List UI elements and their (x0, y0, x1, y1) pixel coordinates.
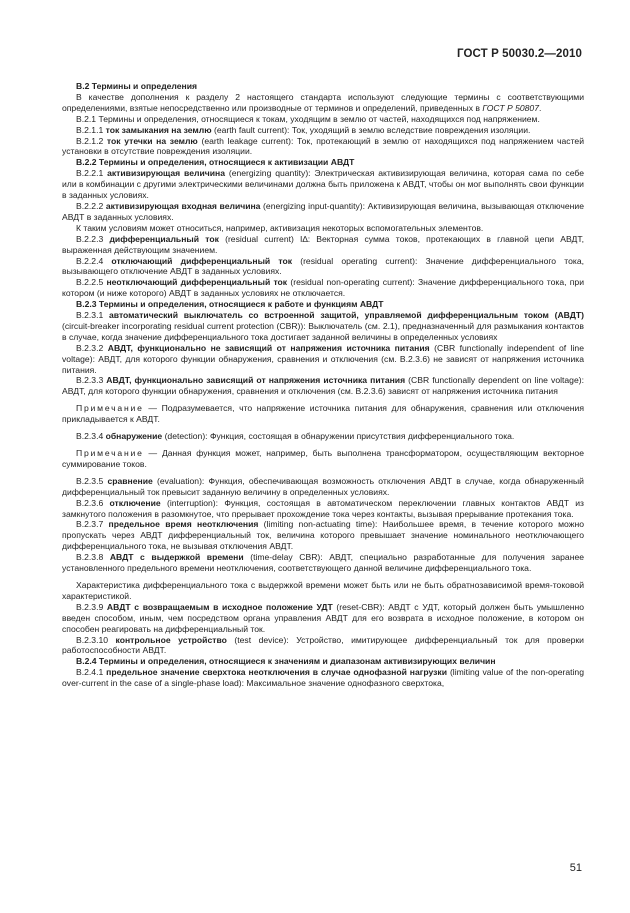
text-span: (earth fault current): Ток, уходящий в землю вследствие повреждения изоляции. (211, 124, 531, 135)
text-span: ГОСТ Р 50807 (482, 102, 539, 113)
body-paragraph (62, 114, 584, 125)
body-paragraph (62, 136, 584, 158)
text-span: (CBR functionally dependent on line voltage): АВДТ, для которого функции обнаружения, сравнения и отключения (см. B.2.3.6) зависят от напряжения источника питания (62, 375, 584, 397)
text-span: B.2.3.6 (76, 497, 110, 508)
body-paragraph (62, 256, 584, 278)
text-span: (energizing quantity): Электрическая активизирующая величина, которая сама по себе или в комбинации с другими электрическими величинами должна быть приложена к АВДТ, чтобы он мог выполнять свои функции в заданных условиях. (62, 168, 584, 201)
body-paragraph (62, 201, 584, 223)
body-paragraph (62, 667, 584, 689)
body-paragraph (62, 580, 584, 602)
text-span: B.2.1 Термины и определения, относящиеся к токам, уходящим в землю от частей, находящихся под напряжением. (76, 113, 540, 124)
note-label: Примечание (76, 448, 144, 458)
section-heading (62, 81, 584, 92)
body-paragraph (62, 234, 584, 256)
text-span: (residual current) I∆: Векторная сумма токов, протекающих в главной цепи АВДТ, выраженная действующим значением. (62, 233, 585, 255)
text-span: . (539, 102, 542, 113)
text-span: (circuit-breaker incorporating residual current protection (CBR)): Выключатель (см. 2.1), предназначенный для размыкания контактов в случае, когда значение дифференциального тока достигает заданной величины в определенных условиях (62, 320, 584, 342)
text-span: B.2.3.7 (76, 519, 109, 530)
text-span: B.2.3.3 (76, 375, 107, 386)
text-span: (limiting value of the non-operating over-current in the case of a single-phase load): Максимальное значение однофазного сверхтока, (62, 667, 584, 689)
text-span: (energizing input-quantity): Активизирующая величина, вызывающая отключение АВДТ в заданных условиях. (62, 200, 584, 222)
text-span: B.2.2.5 (76, 277, 107, 288)
document-body (62, 81, 584, 689)
text-span: — Данная функция может, например, быть выполнена трансформатором, осуществляющим векторное суммирование токов. (62, 448, 584, 469)
body-paragraph (62, 277, 584, 299)
text-span: B.2.3.1 (76, 310, 109, 321)
text-span: (earth leakage current): Ток, протекающий в землю от находящихся под напряжением частей установки в отсутствие повреждения изоляции. (62, 135, 585, 157)
term-text: B.2.2 Термины и определения, относящиеся к активизации АВДТ (76, 157, 355, 168)
text-span: B.2.1.2 (76, 135, 107, 146)
term-text: активизирующая входная величина (105, 200, 261, 211)
text-span: Характеристика дифференциального тока с выдержкой времени может быть или не быть обратнозависимой время-токовой характеристикой. (62, 579, 584, 601)
section-heading (62, 157, 584, 168)
text-span: (evaluation): Функция, обеспечивающая возможность отключения АВДТ в случае, когда обнаруженный дифференциальный ток превысит заданную величину в определенных условиях. (62, 475, 584, 497)
body-paragraph (62, 519, 584, 552)
text-span: B.2.3.5 (76, 475, 108, 486)
term-text: активизирующая величина (107, 168, 225, 179)
term-text: отключающий дифференциальный ток (111, 255, 293, 266)
term-text: B.2.4 Термины и определения, относящиеся к значениям и диапазонам активизирующих величин (76, 656, 496, 667)
term-text: АВДТ, функционально не зависящий от напряжения источника питания (107, 342, 430, 353)
text-span: B.2.3.9 (76, 601, 107, 612)
text-span: (residual operating current): Значение дифференциального тока, вызывающего отключение АВДТ в заданных условиях. (62, 255, 585, 277)
text-span: К таким условиям может относиться, например, активизация некоторых вспомогательных элементов. (76, 222, 484, 233)
term-text: неотключающий дифференциальный ток (106, 277, 288, 288)
text-span: (detection): Функция, состоящая в обнаружении присутствия дифференциального тока. (162, 431, 515, 442)
term-text: ток замыкания на землю (105, 124, 212, 135)
text-span: B.2.4.1 (76, 667, 107, 678)
document-header: ГОСТ Р 50030.2—2010 (457, 48, 582, 60)
note-paragraph (62, 403, 584, 425)
note-paragraph (62, 448, 584, 470)
term-text: отключение (109, 497, 161, 508)
body-paragraph (62, 343, 584, 376)
text-span: — Подразумевается, что напряжение источника питания для обнаружения, сравнения или отключения прикладывается к АВДТ. (62, 403, 584, 425)
term-text: сравнение (107, 475, 153, 486)
term-text: предельное время неотключения (108, 519, 259, 530)
body-paragraph (62, 125, 584, 136)
body-paragraph (62, 375, 584, 397)
term-text: B.2.3 Термины и определения, относящиеся к работе и функциям АВДТ (76, 299, 384, 310)
text-span: (test device): Устройство, имитирующее дифференциальный ток для проверки работоспособности АВДТ. (62, 634, 584, 656)
text-span: (time-delay CBR): АВДТ, специально разработанные для получения заранее установленного предельного времени неотключения, соответствующего данной величине дифференциального тока. (62, 552, 584, 574)
text-span: B.2.2.1 (76, 168, 108, 179)
body-paragraph (62, 602, 584, 635)
text-span: (reset-CBR): АВДТ с УДТ, который должен быть умышленно введен способом, иным, чем посредством органа управления АВДТ для его возврата в исходное положение, в котором он способен реагировать на дифференциальный ток. (62, 601, 584, 634)
text-span: B.2.3.4 (76, 431, 106, 442)
page-number: 51 (569, 862, 582, 874)
text-span: (interruption): Функция, состоящая в автоматическом переключении главных контактов АВДТ из замкнутого положения в разомкнутое, что прерывает прохождение тока через контакты, вызывая прерывание протекания тока. (62, 497, 584, 519)
text-span: B.2.3.10 (76, 634, 116, 645)
body-paragraph (62, 498, 584, 520)
section-heading (62, 656, 584, 667)
body-paragraph (62, 431, 584, 442)
body-paragraph (62, 310, 584, 343)
text-span: B.2.2.2 (76, 200, 106, 211)
body-paragraph (62, 552, 584, 574)
term-text: АВДТ с возвращаемым в исходное положение УДТ (106, 601, 333, 612)
term-text: B.2 Термины и определения (76, 81, 198, 91)
body-paragraph (62, 635, 584, 657)
body-paragraph (62, 223, 584, 234)
term-text: автоматический выключатель со встроенной защитой, управляемой дифференциальным током (АВДТ) (109, 310, 584, 321)
text-span: (limiting non-actuating time): Наибольшее время, в течение которого можно пропускать через АВДТ дифференциальный ток, величина которого превышает значение номинального неотключающего дифференциального тока, не вызывая отключения АВДТ. (62, 519, 585, 552)
text-span: B.2.3.2 (76, 342, 108, 353)
text-span: B.2.1.1 (76, 124, 106, 135)
body-paragraph (62, 476, 584, 498)
text-span: B.2.2.3 (76, 233, 110, 244)
term-text: предельное значение сверхтока неотключения в случае однофазной нагрузки (106, 667, 447, 678)
section-heading (62, 299, 584, 310)
term-text: АВДТ, функционально зависящий от напряжения источника питания (106, 375, 406, 386)
text-span: B.2.2.4 (76, 255, 112, 266)
term-text: АВДТ с выдержкой времени (109, 552, 244, 563)
body-paragraph (62, 168, 584, 201)
term-text: обнаружение (105, 431, 163, 442)
text-span: В качестве дополнения к разделу 2 настоящего стандарта используют следующие термины с соответствующими определениями, взятые непосредственно или производные от терминов и определений, приведенных в (62, 91, 584, 113)
text-span: B.2.3.8 (76, 552, 110, 563)
term-text: ток утечки на землю (106, 135, 198, 146)
term-text: дифференциальный ток (109, 233, 219, 244)
text-span: (residual non-operating current): Значение дифференциального тока, при котором (и ниже которого) АВДТ в заданных условиях не отключается. (62, 277, 584, 299)
body-paragraph (62, 92, 584, 114)
term-text: контрольное устройство (115, 634, 227, 645)
note-label: Примечание (76, 403, 144, 414)
text-span: (CBR functionally independent of line voltage): АВДТ, для которого функции обнаружения, сравнения и отключения (см. B.2.3.6) не зависят от напряжения источника питания. (62, 342, 584, 375)
